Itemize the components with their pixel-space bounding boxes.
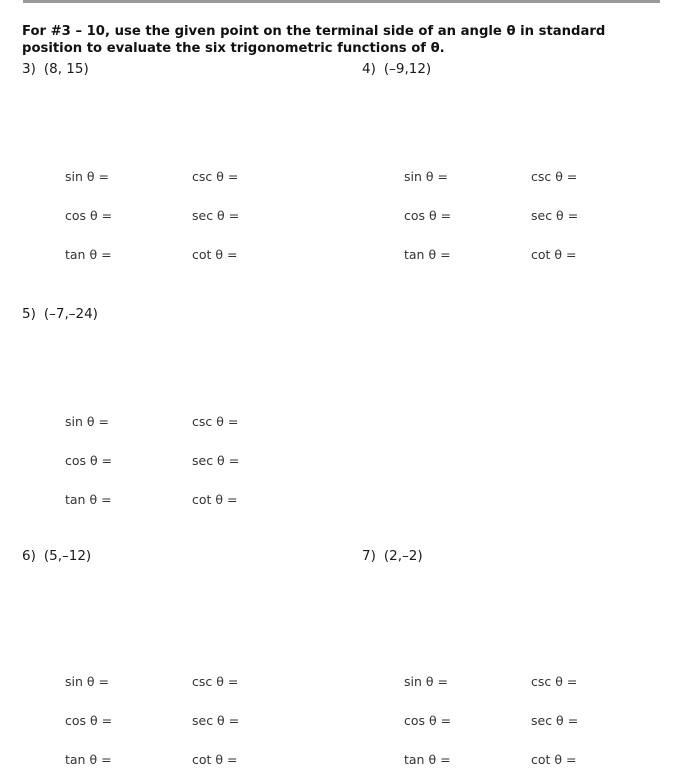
equals-sign: =: [566, 674, 578, 689]
equals-sign: =: [567, 208, 579, 223]
problem-3-csc: [192, 169, 238, 184]
problem-3-sec: [192, 208, 239, 223]
problem-6-sec: [192, 713, 239, 728]
equals-sign: =: [440, 752, 451, 767]
function-label: sin θ: [404, 169, 434, 184]
equals-sign: =: [101, 492, 112, 507]
function-label: cot θ: [192, 752, 224, 767]
function-label: tan θ: [404, 247, 437, 262]
problem-6-tan: [65, 752, 112, 767]
function-label: cos θ: [65, 453, 98, 468]
equals-sign: =: [98, 414, 110, 429]
problem-4-tan: [404, 247, 451, 262]
problem-7-sin: [404, 674, 448, 689]
function-label: cot θ: [192, 492, 224, 507]
problem-5-sin: [65, 414, 109, 429]
problem-number: 4): [362, 61, 376, 77]
problem-7-sec: [531, 713, 578, 728]
problem-5-tan: [65, 492, 112, 507]
problem-4-cot: [531, 247, 577, 262]
problem-6: [22, 548, 91, 564]
equals-sign: =: [227, 674, 239, 689]
function-label: cos θ: [65, 713, 98, 728]
problem-7-tan: [404, 752, 451, 767]
equals-sign: =: [227, 492, 238, 507]
equals-sign: =: [567, 713, 579, 728]
function-label: sin θ: [65, 674, 95, 689]
equals-sign: =: [227, 169, 239, 184]
equals-sign: =: [101, 208, 113, 223]
instructions: For #3 – 10, use the given point on the terminal side of an angle θ in standard position to evaluate the six trigonometric functions of θ.: [22, 24, 606, 56]
function-label: sin θ: [65, 414, 95, 429]
problem-5: [22, 306, 98, 322]
function-label: sec θ: [531, 713, 564, 728]
top-rule: [23, 0, 660, 3]
problem-point: (2,–2): [383, 548, 423, 564]
equals-sign: =: [437, 169, 449, 184]
problem-3-cos: [65, 208, 112, 223]
function-label: cot θ: [192, 247, 224, 262]
function-label: csc θ: [192, 169, 224, 184]
problem-3-cot: [192, 247, 238, 262]
function-label: csc θ: [192, 674, 224, 689]
function-label: sin θ: [65, 169, 95, 184]
problem-6-csc: [192, 674, 238, 689]
equals-sign: =: [227, 752, 238, 767]
problem-4: [362, 61, 431, 77]
problem-number: 5): [22, 306, 36, 322]
problem-number: 7): [362, 548, 376, 564]
problem-point: (–7,–24): [43, 306, 98, 322]
problem-number: 6): [22, 548, 36, 564]
equals-sign: =: [566, 752, 577, 767]
problem-3-tan: [65, 247, 112, 262]
equals-sign: =: [440, 208, 452, 223]
problem-7-csc: [531, 674, 577, 689]
equals-sign: =: [440, 247, 451, 262]
problem-4-cos: [404, 208, 451, 223]
function-label: csc θ: [531, 169, 563, 184]
problem-6-cos: [65, 713, 112, 728]
function-label: sec θ: [192, 713, 225, 728]
equals-sign: =: [228, 713, 240, 728]
problem-5-cot: [192, 492, 238, 507]
function-label: tan θ: [65, 247, 98, 262]
problem-number: 3): [22, 61, 36, 77]
equals-sign: =: [440, 713, 452, 728]
equals-sign: =: [101, 247, 112, 262]
problem-3: [22, 61, 89, 77]
function-label: tan θ: [65, 752, 98, 767]
equals-sign: =: [101, 752, 112, 767]
equals-sign: =: [566, 169, 578, 184]
problem-7-cos: [404, 713, 451, 728]
equals-sign: =: [228, 208, 240, 223]
equals-sign: =: [101, 453, 113, 468]
function-label: cos θ: [404, 713, 437, 728]
function-label: sin θ: [404, 674, 434, 689]
problem-7-cot: [531, 752, 577, 767]
problem-4-sin: [404, 169, 448, 184]
problem-4-csc: [531, 169, 577, 184]
function-label: sec θ: [192, 208, 225, 223]
function-label: tan θ: [65, 492, 98, 507]
equals-sign: =: [437, 674, 449, 689]
equals-sign: =: [227, 414, 239, 429]
equals-sign: =: [228, 453, 240, 468]
problem-3-sin: [65, 169, 109, 184]
function-label: sec θ: [192, 453, 225, 468]
problem-5-csc: [192, 414, 238, 429]
equals-sign: =: [227, 247, 238, 262]
problem-point: (5,–12): [43, 548, 92, 564]
equals-sign: =: [566, 247, 577, 262]
problem-point: (–9,12): [383, 61, 432, 77]
problem-6-sin: [65, 674, 109, 689]
problem-5-sec: [192, 453, 239, 468]
problem-7: [362, 548, 423, 564]
equals-sign: =: [101, 713, 113, 728]
problem-6-cot: [192, 752, 238, 767]
problem-4-sec: [531, 208, 578, 223]
equals-sign: =: [98, 169, 110, 184]
function-label: cot θ: [531, 247, 563, 262]
function-label: cos θ: [404, 208, 437, 223]
function-label: cot θ: [531, 752, 563, 767]
function-label: cos θ: [65, 208, 98, 223]
problem-5-cos: [65, 453, 112, 468]
equals-sign: =: [98, 674, 110, 689]
function-label: tan θ: [404, 752, 437, 767]
function-label: csc θ: [531, 674, 563, 689]
problem-point: (8, 15): [43, 61, 89, 77]
function-label: csc θ: [192, 414, 224, 429]
function-label: sec θ: [531, 208, 564, 223]
